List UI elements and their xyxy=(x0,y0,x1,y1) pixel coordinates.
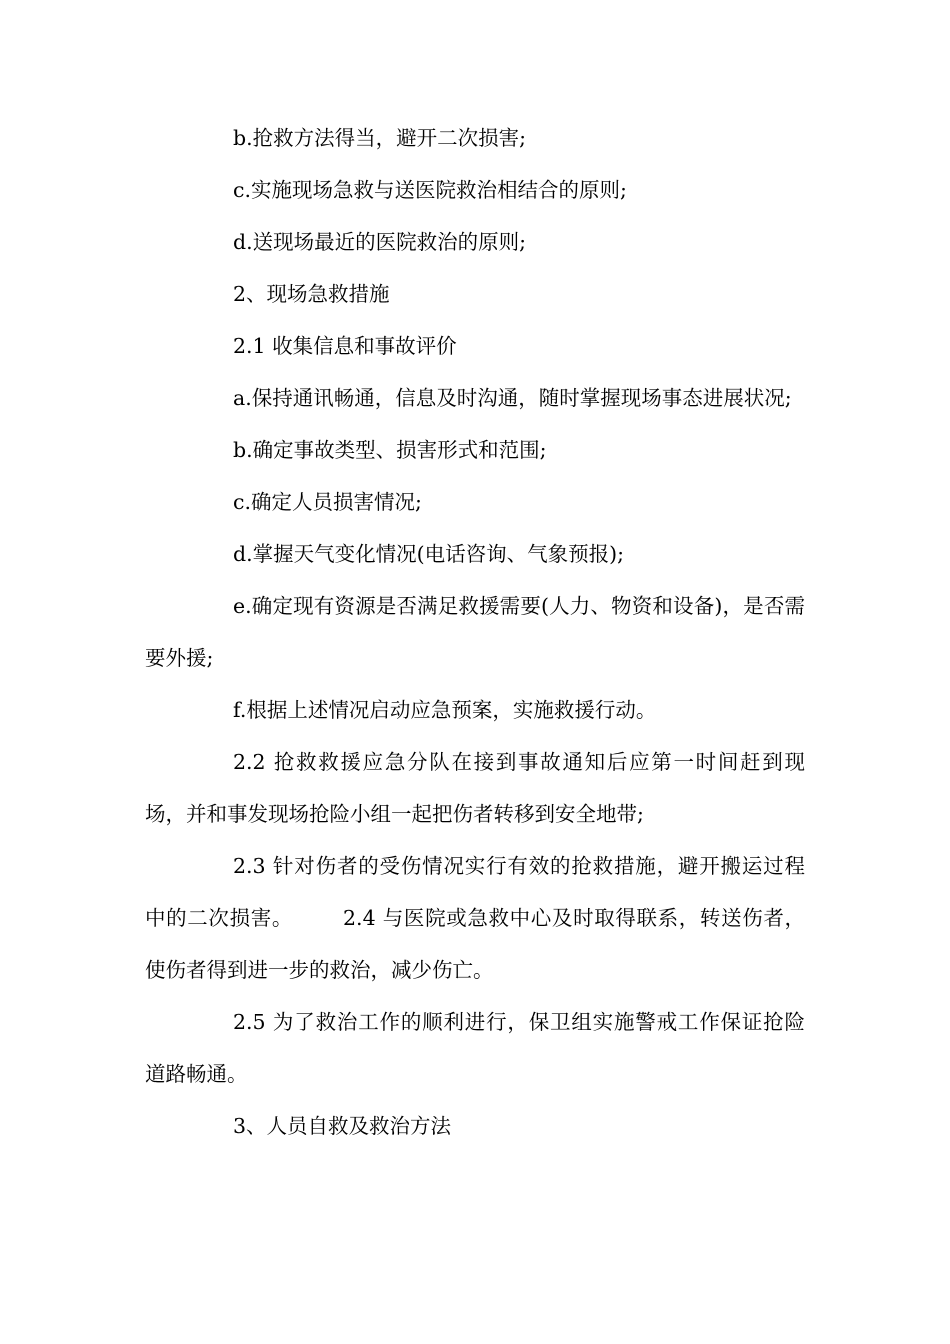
paragraph-hospital-contact: 2.4 与医院或急救中心及时取得联系，转送伤者，使伤者得到进一步的救治，减少伤亡。 xyxy=(145,906,806,982)
section-heading-self-rescue: 3、人员自救及救治方法 xyxy=(233,1114,452,1138)
paragraph-treatment-measures: 2.3 针对伤者的受伤情况实行有效的抢救措施，避开搬运过程中的二次损害。 xyxy=(145,854,805,930)
subsection-heading-info-collection: 2.1 收集信息和事故评价 xyxy=(233,334,457,358)
document-body xyxy=(145,112,805,1152)
paragraph-security-cordon: 2.5 为了救治工作的顺利进行，保卫组实施警戒工作保证抢险道路畅通。 xyxy=(145,1010,805,1086)
paragraph-resources: e.确定现有资源是否满足救援需要(人力、物资和设备)，是否需要外援; xyxy=(145,594,805,670)
paragraph-weather: d.掌握天气变化情况(电话咨询、气象预报); xyxy=(233,542,625,566)
paragraph-rescue-method: b.抢救方法得当，避开二次损害; xyxy=(233,126,527,150)
paragraph-treatment-and-transfer xyxy=(145,840,805,996)
paragraph-keep-communication: a.保持通讯畅通，信息及时沟通，随时掌握现场事态进展状况; xyxy=(233,386,792,410)
paragraph-combined-principle: c.实施现场急救与送医院救治相结合的原则; xyxy=(233,178,627,202)
paragraph-casualty-status: c.确定人员损害情况; xyxy=(233,490,422,514)
paragraph-rescue-team: 2.2 抢救救援应急分队在接到事故通知后应第一时间赶到现场，并和事发现场抢险小组一起把伤者转移到安全地带; xyxy=(145,750,805,826)
paragraph-nearest-hospital: d.送现场最近的医院救治的原则; xyxy=(233,230,527,254)
section-heading-onsite-first-aid: 2、现场急救措施 xyxy=(233,282,390,306)
paragraph-start-plan: f.根据上述情况启动应急预案，实施救援行动。 xyxy=(233,698,657,722)
paragraph-accident-type: b.确定事故类型、损害形式和范围; xyxy=(233,438,547,462)
